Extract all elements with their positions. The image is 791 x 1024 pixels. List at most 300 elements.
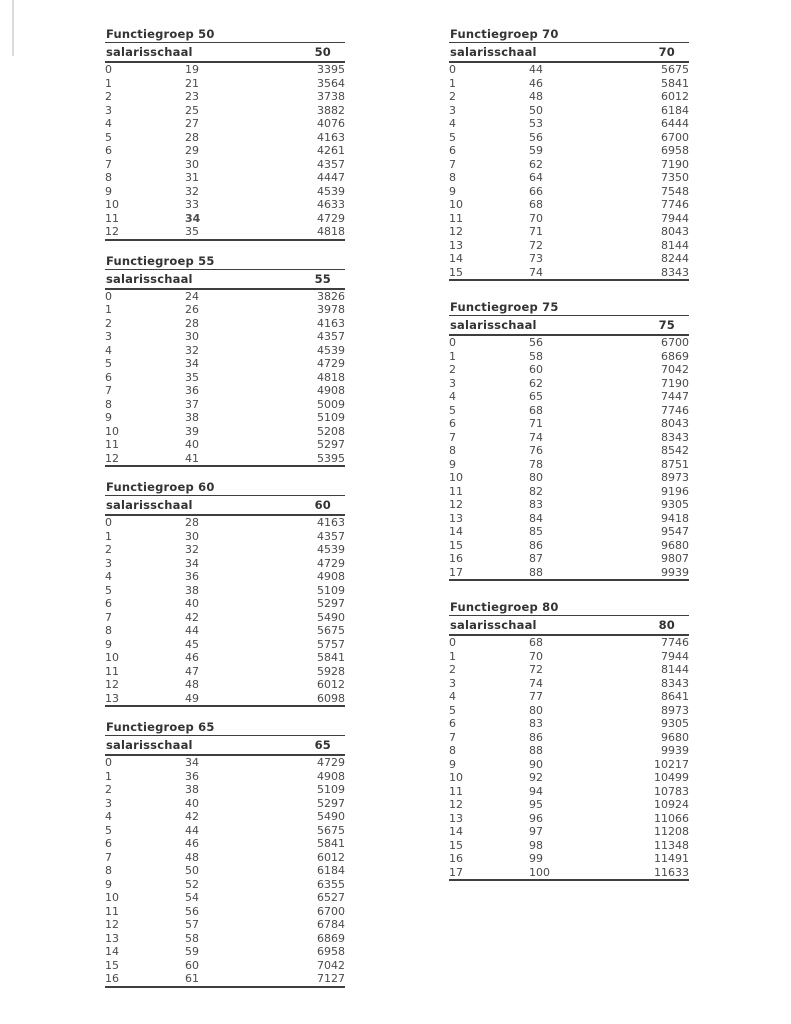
scale-column-header: 55 (265, 270, 345, 289)
table-row (105, 438, 345, 452)
salary-cell: 6784 (317, 918, 345, 931)
schaal-cell: 30 (185, 529, 199, 543)
schaal-cell: 88 (529, 744, 543, 757)
table-row (449, 704, 689, 718)
schaal-cell: 35 (185, 370, 199, 384)
scale-column-header: 75 (609, 316, 689, 335)
step-cell: 4 (105, 343, 112, 357)
salary-cell: 4357 (317, 529, 345, 543)
table-row (105, 185, 345, 199)
functiegroep-table (449, 301, 689, 581)
salary-cell: 3738 (317, 90, 345, 103)
step-cell: 7 (105, 850, 112, 864)
step-cell: 8 (449, 744, 456, 757)
functiegroep-table (105, 255, 345, 468)
table-row (449, 171, 689, 185)
schaal-cell: 28 (185, 316, 199, 330)
salary-cell: 3882 (317, 103, 345, 117)
schaal-cell: 68 (529, 403, 543, 417)
step-cell: 14 (449, 825, 463, 838)
step-cell: 3 (449, 676, 456, 690)
table-row (105, 797, 345, 811)
table-row (449, 252, 689, 266)
step-cell: 5 (449, 403, 456, 417)
schaal-cell: 32 (185, 184, 199, 198)
table-row (105, 158, 345, 172)
step-cell: 12 (449, 798, 463, 811)
schaal-cell: 60 (185, 958, 199, 972)
salary-cell: 6098 (317, 691, 345, 705)
table-row (105, 452, 345, 467)
schaal-cell: 50 (529, 103, 543, 117)
step-cell: 12 (449, 225, 463, 238)
salary-cell: 4539 (317, 343, 345, 357)
schaal-cell: 71 (529, 417, 543, 430)
salary-cell: 6958 (317, 945, 345, 958)
salary-cell: 8343 (661, 676, 689, 690)
table-title: Functiegroep 75 (449, 301, 689, 316)
schaal-cell: 46 (185, 651, 199, 664)
table-row (105, 755, 345, 770)
step-cell: 10 (105, 891, 119, 904)
salary-cell: 11208 (654, 825, 689, 838)
step-cell: 17 (449, 865, 463, 879)
step-cell: 13 (449, 511, 463, 525)
table-row (105, 117, 345, 131)
salarisschaal-header: salarisschaal (449, 616, 609, 635)
step-cell: 17 (449, 565, 463, 579)
schaal-cell: 24 (185, 289, 199, 303)
salary-cell: 7042 (661, 363, 689, 376)
salary-cell: 5208 (317, 424, 345, 438)
table-row (105, 584, 345, 598)
step-cell: 3 (449, 376, 456, 390)
table-row (105, 810, 345, 824)
step-cell: 11 (105, 211, 119, 225)
salary-cell: 6700 (661, 130, 689, 144)
step-cell: 1 (449, 349, 456, 363)
schaal-cell: 94 (529, 784, 543, 798)
schaal-cell: 29 (185, 144, 199, 157)
salary-cell: 6700 (661, 336, 689, 349)
table-row (105, 131, 345, 145)
schaal-cell: 23 (185, 90, 199, 103)
table-row (105, 411, 345, 425)
step-cell: 2 (105, 783, 112, 796)
schaal-cell: 45 (185, 637, 199, 651)
table-title: Functiegroep 55 (105, 255, 345, 270)
step-cell: 4 (449, 390, 456, 403)
schaal-cell: 25 (185, 103, 199, 117)
salary-cell: 6355 (317, 877, 345, 891)
table-row (105, 90, 345, 104)
step-cell: 8 (105, 397, 112, 411)
table-row (449, 350, 689, 364)
schaal-cell: 58 (529, 349, 543, 363)
step-cell: 0 (449, 336, 456, 349)
table-row (449, 431, 689, 445)
step-cell: 1 (105, 76, 112, 90)
table-row (105, 570, 345, 584)
schaal-cell: 62 (529, 376, 543, 390)
table-row (105, 289, 345, 304)
salary-cell: 7190 (661, 376, 689, 390)
schaal-cell: 68 (529, 636, 543, 649)
salary-cell: 6527 (317, 891, 345, 904)
salary-cell: 6184 (661, 103, 689, 117)
step-cell: 2 (449, 363, 456, 376)
table-row (105, 384, 345, 398)
salary-cell: 7944 (661, 211, 689, 225)
header-row (449, 316, 689, 335)
schaal-cell: 100 (529, 865, 550, 879)
table-row (449, 266, 689, 281)
scale-column-header: 80 (609, 616, 689, 635)
schaal-cell: 80 (529, 703, 543, 717)
step-cell: 12 (105, 451, 119, 465)
step-cell: 2 (105, 316, 112, 330)
step-cell: 7 (449, 157, 456, 171)
left-column (105, 28, 345, 1002)
schaal-cell: 35 (185, 225, 199, 238)
table-row (449, 131, 689, 145)
table-row (105, 212, 345, 226)
step-cell: 2 (105, 543, 112, 556)
salary-cell: 8751 (661, 457, 689, 471)
salary-cell: 5928 (317, 664, 345, 678)
functiegroep-table (449, 28, 689, 281)
step-cell: 6 (105, 144, 112, 157)
step-cell: 9 (105, 411, 112, 424)
schaal-cell: 95 (529, 798, 543, 811)
step-cell: 10 (449, 771, 463, 784)
schaal-cell: 68 (529, 198, 543, 211)
table-row (449, 798, 689, 812)
schaal-cell: 86 (529, 538, 543, 552)
table-row (105, 837, 345, 851)
step-cell: 10 (449, 198, 463, 211)
table-row (449, 839, 689, 853)
salary-table (105, 736, 345, 988)
salary-cell: 6012 (317, 850, 345, 864)
salary-cell: 7350 (661, 171, 689, 184)
step-cell: 9 (449, 457, 456, 471)
step-cell: 3 (105, 796, 112, 810)
schaal-cell: 82 (529, 484, 543, 498)
header-row (105, 736, 345, 755)
table-row (449, 144, 689, 158)
schaal-cell: 38 (185, 783, 199, 796)
table-row (449, 744, 689, 758)
schaal-cell: 34 (185, 211, 201, 225)
schaal-cell: 41 (185, 451, 199, 465)
salary-cell: 5757 (317, 637, 345, 651)
salarisschaal-header: salarisschaal (105, 496, 265, 515)
schaal-cell: 46 (529, 76, 543, 90)
salary-cell: 8343 (661, 430, 689, 444)
table-row (449, 825, 689, 839)
salary-cell: 6700 (317, 904, 345, 918)
salary-cell: 4818 (317, 225, 345, 238)
schaal-cell: 47 (185, 664, 199, 678)
table-columns (105, 28, 689, 1002)
table-row (449, 485, 689, 499)
schaal-cell: 62 (529, 157, 543, 171)
table-row (449, 852, 689, 866)
salary-cell: 4076 (317, 117, 345, 130)
step-cell: 13 (449, 811, 463, 825)
schaal-cell: 21 (185, 76, 199, 90)
salary-cell: 9305 (661, 498, 689, 511)
table-row (449, 117, 689, 131)
table-row (105, 77, 345, 91)
step-cell: 5 (449, 130, 456, 144)
step-cell: 9 (105, 877, 112, 891)
schaal-cell: 74 (529, 265, 543, 279)
table-row (449, 566, 689, 581)
table-row (449, 552, 689, 566)
salary-cell: 4163 (317, 516, 345, 529)
step-cell: 10 (105, 424, 119, 438)
table-row (105, 357, 345, 371)
step-cell: 3 (105, 556, 112, 570)
salarisschaal-header: salarisschaal (449, 316, 609, 335)
salary-cell: 8144 (661, 663, 689, 676)
scale-column-header: 70 (609, 43, 689, 62)
table-row (449, 77, 689, 91)
schaal-cell: 72 (529, 663, 543, 676)
salary-cell: 7746 (661, 198, 689, 211)
table-row (449, 539, 689, 553)
salary-cell: 6444 (661, 117, 689, 130)
step-cell: 16 (449, 552, 463, 565)
salary-cell: 4163 (317, 316, 345, 330)
scale-column-header: 50 (265, 43, 345, 62)
table-row (449, 458, 689, 472)
schaal-cell: 40 (185, 438, 199, 451)
step-cell: 11 (449, 211, 463, 225)
step-cell: 11 (105, 664, 119, 678)
table-row (105, 932, 345, 946)
schaal-cell: 74 (529, 676, 543, 690)
schaal-cell: 98 (529, 838, 543, 852)
step-cell: 5 (105, 357, 112, 370)
table-row (449, 377, 689, 391)
table-row (449, 62, 689, 77)
table-row (105, 104, 345, 118)
schaal-cell: 73 (529, 252, 543, 265)
table-row (449, 363, 689, 377)
schaal-cell: 70 (529, 211, 543, 225)
salary-cell: 11348 (654, 838, 689, 852)
table-row (105, 144, 345, 158)
step-cell: 0 (449, 63, 456, 76)
table-row (105, 543, 345, 557)
salary-cell: 8973 (661, 703, 689, 717)
salary-cell: 4357 (317, 157, 345, 171)
table-row (449, 663, 689, 677)
step-cell: 5 (105, 130, 112, 144)
table-title: Functiegroep 65 (105, 721, 345, 736)
schaal-cell: 48 (185, 850, 199, 864)
schaal-cell: 99 (529, 852, 543, 865)
step-cell: 13 (449, 238, 463, 252)
table-row (449, 717, 689, 731)
table-row (105, 317, 345, 331)
schaal-cell: 32 (185, 543, 199, 556)
schaal-cell: 48 (185, 678, 199, 691)
table-row (105, 692, 345, 707)
table-title: Functiegroep 70 (449, 28, 689, 43)
schaal-cell: 77 (529, 690, 543, 703)
salary-cell: 3978 (317, 303, 345, 316)
salary-cell: 9807 (661, 552, 689, 565)
schaal-cell: 72 (529, 238, 543, 252)
table-row (449, 185, 689, 199)
schaal-cell: 66 (529, 184, 543, 198)
table-row (105, 225, 345, 240)
step-cell: 7 (105, 157, 112, 171)
salary-cell: 5675 (661, 63, 689, 76)
step-cell: 3 (105, 103, 112, 117)
salary-cell: 3395 (317, 63, 345, 76)
salary-table (105, 496, 345, 707)
step-cell: 15 (449, 265, 463, 279)
salary-cell: 9418 (661, 511, 689, 525)
table-row (449, 212, 689, 226)
table-row (449, 498, 689, 512)
step-cell: 1 (105, 769, 112, 783)
table-row (105, 864, 345, 878)
salary-cell: 3564 (317, 76, 345, 90)
salary-cell: 7746 (661, 403, 689, 417)
step-cell: 1 (449, 649, 456, 663)
schaal-cell: 54 (185, 891, 199, 904)
salary-cell: 10783 (654, 784, 689, 798)
schaal-cell: 58 (185, 931, 199, 945)
table-row (449, 404, 689, 418)
schaal-cell: 26 (185, 303, 199, 316)
salary-cell: 8641 (661, 690, 689, 703)
schaal-cell: 44 (529, 63, 543, 76)
schaal-cell: 28 (185, 516, 199, 529)
step-cell: 11 (449, 784, 463, 798)
schaal-cell: 19 (185, 63, 199, 76)
schaal-cell: 64 (529, 171, 543, 184)
table-row (105, 824, 345, 838)
table-row (449, 650, 689, 664)
functiegroep-table (105, 28, 345, 241)
salary-cell: 4357 (317, 330, 345, 343)
step-cell: 9 (449, 757, 456, 771)
table-row (449, 90, 689, 104)
table-row (105, 303, 345, 317)
salary-cell: 10924 (654, 798, 689, 811)
salary-cell: 6869 (661, 349, 689, 363)
step-cell: 14 (449, 525, 463, 538)
schaal-cell: 65 (529, 390, 543, 403)
table-row (449, 444, 689, 458)
table-row (449, 525, 689, 539)
table-row (449, 771, 689, 785)
table-row (449, 677, 689, 691)
table-row (105, 851, 345, 865)
table-title: Functiegroep 50 (105, 28, 345, 43)
table-row (105, 425, 345, 439)
schaal-cell: 50 (185, 864, 199, 877)
step-cell: 1 (105, 529, 112, 543)
salary-cell: 5675 (317, 624, 345, 637)
salary-cell: 4163 (317, 130, 345, 144)
table-row (105, 371, 345, 385)
step-cell: 9 (105, 637, 112, 651)
table-row (105, 959, 345, 973)
scale-column-header: 60 (265, 496, 345, 515)
table-row (449, 785, 689, 799)
step-cell: 12 (105, 678, 119, 691)
schaal-cell: 56 (185, 904, 199, 918)
schaal-cell: 34 (185, 357, 199, 370)
step-cell: 0 (105, 63, 112, 76)
salary-cell: 8542 (661, 444, 689, 457)
step-cell: 3 (449, 103, 456, 117)
step-cell: 6 (449, 717, 456, 730)
header-row (449, 616, 689, 635)
step-cell: 10 (105, 651, 119, 664)
step-cell: 15 (449, 838, 463, 852)
salary-cell: 5109 (317, 583, 345, 597)
table-row (449, 225, 689, 239)
table-row (105, 344, 345, 358)
schaal-cell: 61 (185, 972, 199, 985)
table-row (105, 891, 345, 905)
schaal-cell: 56 (529, 130, 543, 144)
salary-cell: 4539 (317, 543, 345, 556)
salarisschaal-header: salarisschaal (105, 270, 265, 289)
step-cell: 4 (105, 810, 112, 823)
step-cell: 4 (449, 690, 456, 703)
table-row (105, 398, 345, 412)
salary-cell: 3826 (317, 289, 345, 303)
header-row (105, 496, 345, 515)
salary-cell: 8144 (661, 238, 689, 252)
schaal-cell: 37 (185, 397, 199, 411)
table-row (449, 198, 689, 212)
table-row (105, 972, 345, 987)
schaal-cell: 32 (185, 343, 199, 357)
table-row (449, 812, 689, 826)
salary-cell: 4729 (317, 211, 345, 225)
step-cell: 6 (449, 144, 456, 157)
table-row (105, 530, 345, 544)
step-cell: 8 (449, 444, 456, 457)
step-cell: 14 (449, 252, 463, 265)
table-row (105, 783, 345, 797)
step-cell: 11 (449, 484, 463, 498)
salary-cell: 4633 (317, 198, 345, 211)
scale-column-header: 65 (265, 736, 345, 755)
step-cell: 8 (105, 171, 112, 184)
table-row (105, 198, 345, 212)
step-cell: 2 (449, 663, 456, 676)
salary-cell: 5395 (317, 451, 345, 465)
salarisschaal-header: salarisschaal (105, 43, 265, 62)
salary-cell: 4539 (317, 184, 345, 198)
schaal-cell: 59 (529, 144, 543, 157)
table-row (105, 945, 345, 959)
salary-cell: 4818 (317, 370, 345, 384)
step-cell: 4 (449, 117, 456, 130)
